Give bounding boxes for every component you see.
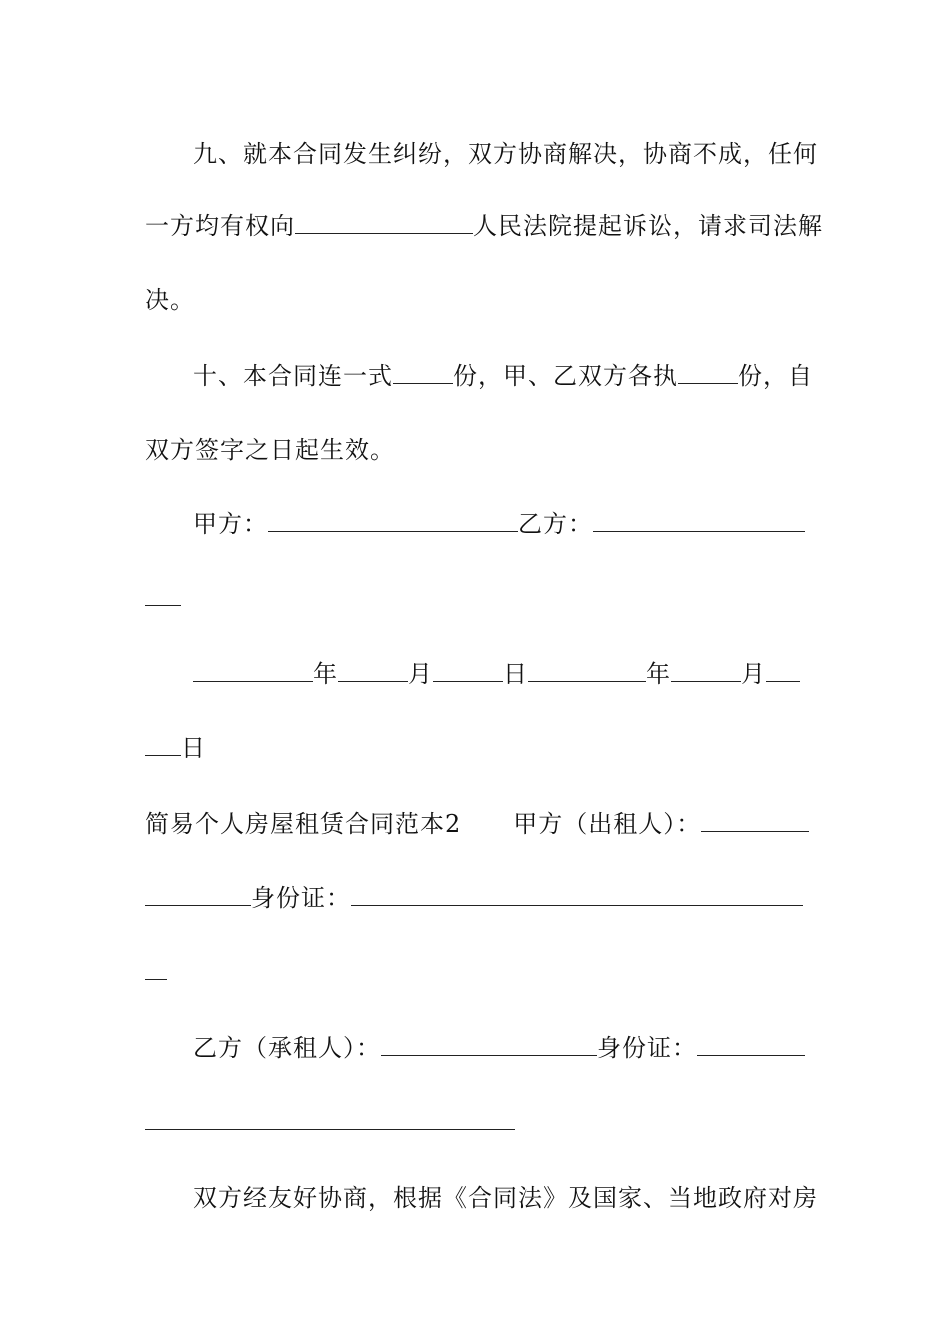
copies-total-blank[interactable]	[393, 361, 453, 384]
day-label-a: 日	[503, 660, 528, 688]
party-b-label: 乙方：	[518, 510, 593, 538]
party-a-year-field[interactable]	[193, 659, 313, 682]
lessor-id-field[interactable]	[351, 883, 803, 906]
lessor-id-line	[145, 882, 807, 914]
clause-9-text-2a: 一方均有权向	[145, 212, 295, 240]
party-b-signature-field[interactable]	[593, 509, 805, 532]
signature-line	[193, 508, 807, 540]
party-b-day-field[interactable]	[766, 659, 800, 682]
clause-9-text-2b: 人民法院提起诉讼，请求司法解	[473, 212, 823, 240]
clause-10-line-1	[193, 360, 813, 392]
lessor-name-field[interactable]	[701, 809, 809, 832]
sample2-title-line	[145, 808, 807, 840]
signature-line-cont	[145, 582, 807, 614]
clause-10-text-4: 双方签字之日起生效。	[145, 436, 395, 464]
sample2-title: 简易个人房屋租赁合同范本2	[145, 810, 462, 838]
party-a-day-field[interactable]	[433, 659, 503, 682]
party-a-signature-field[interactable]	[268, 509, 518, 532]
clause-9-line-3	[145, 284, 807, 316]
court-name-blank[interactable]	[295, 211, 473, 234]
lessee-id-field-cont[interactable]	[145, 1107, 515, 1130]
lessee-line-cont	[145, 1106, 807, 1138]
party-a-label: 甲方：	[193, 510, 268, 538]
lessor-id-line-cont	[145, 956, 807, 988]
clause-9-line-1	[193, 138, 818, 170]
clause-10-text-3: 份，自	[738, 362, 813, 390]
clause-10-text-1: 十、本合同连一式	[193, 362, 393, 390]
copies-each-blank[interactable]	[678, 361, 738, 384]
party-b-day-field-cont[interactable]	[145, 733, 181, 756]
lessee-id-label: 身份证：	[597, 1034, 697, 1062]
clause-9-text-3: 决。	[145, 286, 195, 314]
clause-10-line-2	[145, 434, 807, 466]
date-line-cont	[145, 732, 807, 764]
lessee-id-field[interactable]	[697, 1033, 805, 1056]
day-label-b: 日	[181, 734, 206, 762]
intro-text: 双方经友好协商，根据《合同法》及国家、当地政府对房	[193, 1184, 818, 1212]
clause-10-text-2: 份，甲、乙双方各执	[453, 362, 678, 390]
date-line	[193, 658, 807, 690]
clause-9-line-2	[145, 210, 823, 242]
clause-9-text-1: 九、就本合同发生纠纷，双方协商解决，协商不成，任何	[193, 140, 818, 168]
month-label-b: 月	[741, 660, 766, 688]
lessee-line	[193, 1032, 807, 1064]
lessor-id-label: 身份证：	[251, 884, 351, 912]
year-label-a: 年	[313, 660, 338, 688]
lessor-name-field-cont[interactable]	[145, 883, 251, 906]
party-a-month-field[interactable]	[338, 659, 408, 682]
intro-line	[193, 1182, 818, 1214]
lessee-label: 乙方（承租人）：	[193, 1034, 381, 1062]
lessee-name-field[interactable]	[381, 1033, 597, 1056]
party-b-signature-field-cont[interactable]	[145, 583, 181, 606]
lessor-label: 甲方（出租人）：	[513, 810, 702, 838]
party-b-month-field[interactable]	[671, 659, 741, 682]
month-label-a: 月	[408, 660, 433, 688]
lessor-id-field-cont[interactable]	[145, 957, 167, 980]
year-label-b: 年	[646, 660, 671, 688]
party-b-year-field[interactable]	[528, 659, 646, 682]
